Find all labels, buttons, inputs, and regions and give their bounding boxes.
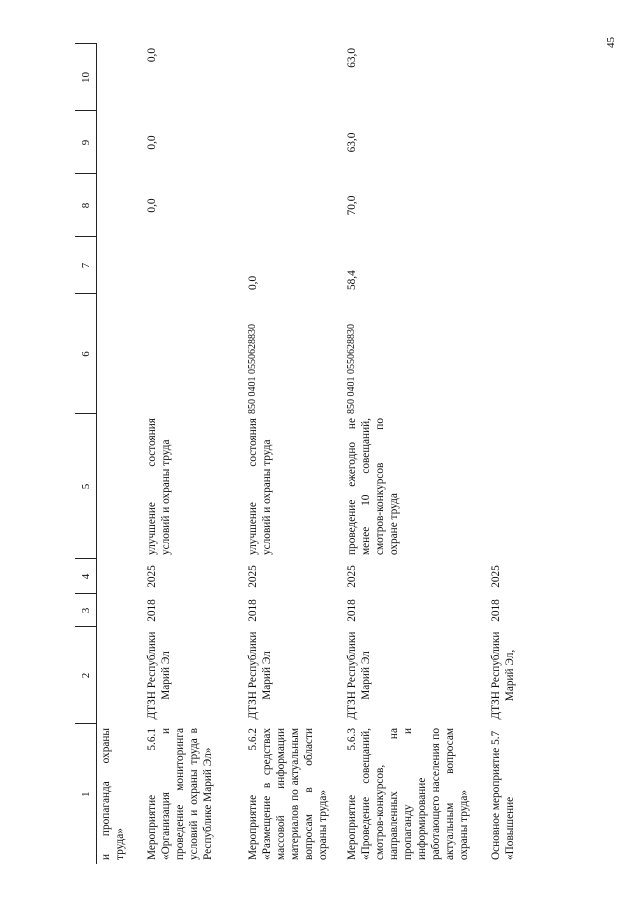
program-table: [75, 44, 547, 865]
header-row: [75, 44, 97, 864]
cell-2020: [97, 111, 143, 174]
cell-start-year: [97, 594, 143, 627]
cell-end-year: 2025: [489, 565, 502, 588]
cell-2020: 0,0: [145, 135, 158, 150]
cell-result: [487, 414, 547, 559]
table-row: [143, 44, 244, 864]
table-row: [244, 44, 343, 864]
cell-activity: и пропаганда охраны труда»: [100, 728, 126, 860]
cell-2021: [97, 44, 143, 111]
rotated-table-area: [75, 44, 575, 864]
cell-activity: Мероприятие 5.6.3 «Проведение совещаний, смотров-конкурсов, направленных на пропаганду и информирование работающего населения по актуальным вопросам охраны труда»: [345, 728, 470, 860]
cell-budget-code: [487, 294, 547, 414]
cell-2018: 58,4: [345, 270, 358, 290]
cell-2021: 63,0: [345, 48, 358, 68]
cell-2019: 0,0: [145, 198, 158, 213]
cell-activity: Мероприятие 5.6.2 «Размещение в средствах массовой информации материалов по актуальным вопросам в области охраны труда»: [246, 728, 329, 860]
header-col-8: 8: [75, 174, 97, 237]
cell-start-year: 2018: [145, 599, 158, 622]
cell-2021: [487, 44, 547, 111]
page-number: 45: [605, 37, 617, 48]
cell-budget-code: [143, 294, 244, 414]
cell-executor: ДТЗН Республики Марий Эл: [145, 631, 172, 720]
cell-2018: 0,0: [246, 275, 259, 290]
cell-budget-code: 850 0401 0550628830: [246, 324, 258, 414]
cell-result: улучшение состояния условий и охраны труда: [246, 418, 273, 555]
table-row: [487, 44, 547, 864]
cell-result: проведение ежегодно не менее 10 совещаний, смотров-конкурсов по охране труда: [345, 418, 400, 555]
table-row: [97, 44, 143, 864]
cell-2019: [244, 174, 343, 237]
cell-2021: [244, 44, 343, 111]
header-col-6: 6: [75, 294, 97, 414]
cell-2019: 70,0: [345, 195, 358, 216]
header-col-3: 3: [75, 594, 97, 627]
header-col-10: 10: [75, 44, 97, 111]
header-col-5: 5: [75, 414, 97, 559]
cell-start-year: 2018: [345, 599, 358, 622]
header-col-1: 1: [75, 724, 97, 864]
cell-end-year: 2025: [145, 565, 158, 588]
cell-budget-code: 850 0401 0550628830: [345, 324, 357, 414]
cell-2021: 0,0: [145, 48, 158, 63]
cell-end-year: 2025: [246, 565, 259, 588]
cell-result: улучшение состояния условий и охраны труда: [145, 418, 172, 555]
cell-executor: ДТЗН Республики Марий Эл: [246, 631, 273, 720]
cell-end-year: [97, 559, 143, 594]
cell-activity: Мероприятие 5.6.1 «Организация и проведение мониторинга условий и охраны труда в Республике Марий Эл»: [145, 728, 214, 860]
header-col-9: 9: [75, 111, 97, 174]
cell-2020: 63,0: [345, 132, 358, 153]
cell-budget-code: [97, 294, 143, 414]
cell-2019: [97, 174, 143, 237]
header-col-2: 2: [75, 627, 97, 724]
cell-2019: [487, 174, 547, 237]
cell-2018: [97, 237, 143, 294]
cell-2018: [143, 237, 244, 294]
cell-activity: Основное мероприятие 5.7 «Повышение: [489, 730, 516, 860]
header-col-4: 4: [75, 559, 97, 594]
cell-executor: [97, 627, 143, 724]
cell-result: [97, 414, 143, 559]
table-row: [343, 44, 487, 864]
cell-2020: [487, 111, 547, 174]
cell-start-year: 2018: [489, 599, 502, 622]
cell-start-year: 2018: [246, 599, 259, 622]
cell-2020: [244, 111, 343, 174]
header-col-7: 7: [75, 237, 97, 294]
cell-executor: ДТЗН Республики Марий Эл,: [489, 631, 516, 720]
cell-executor: ДТЗН Республики Марий Эл: [345, 631, 372, 720]
cell-2018: [487, 237, 547, 294]
cell-end-year: 2025: [345, 565, 358, 588]
